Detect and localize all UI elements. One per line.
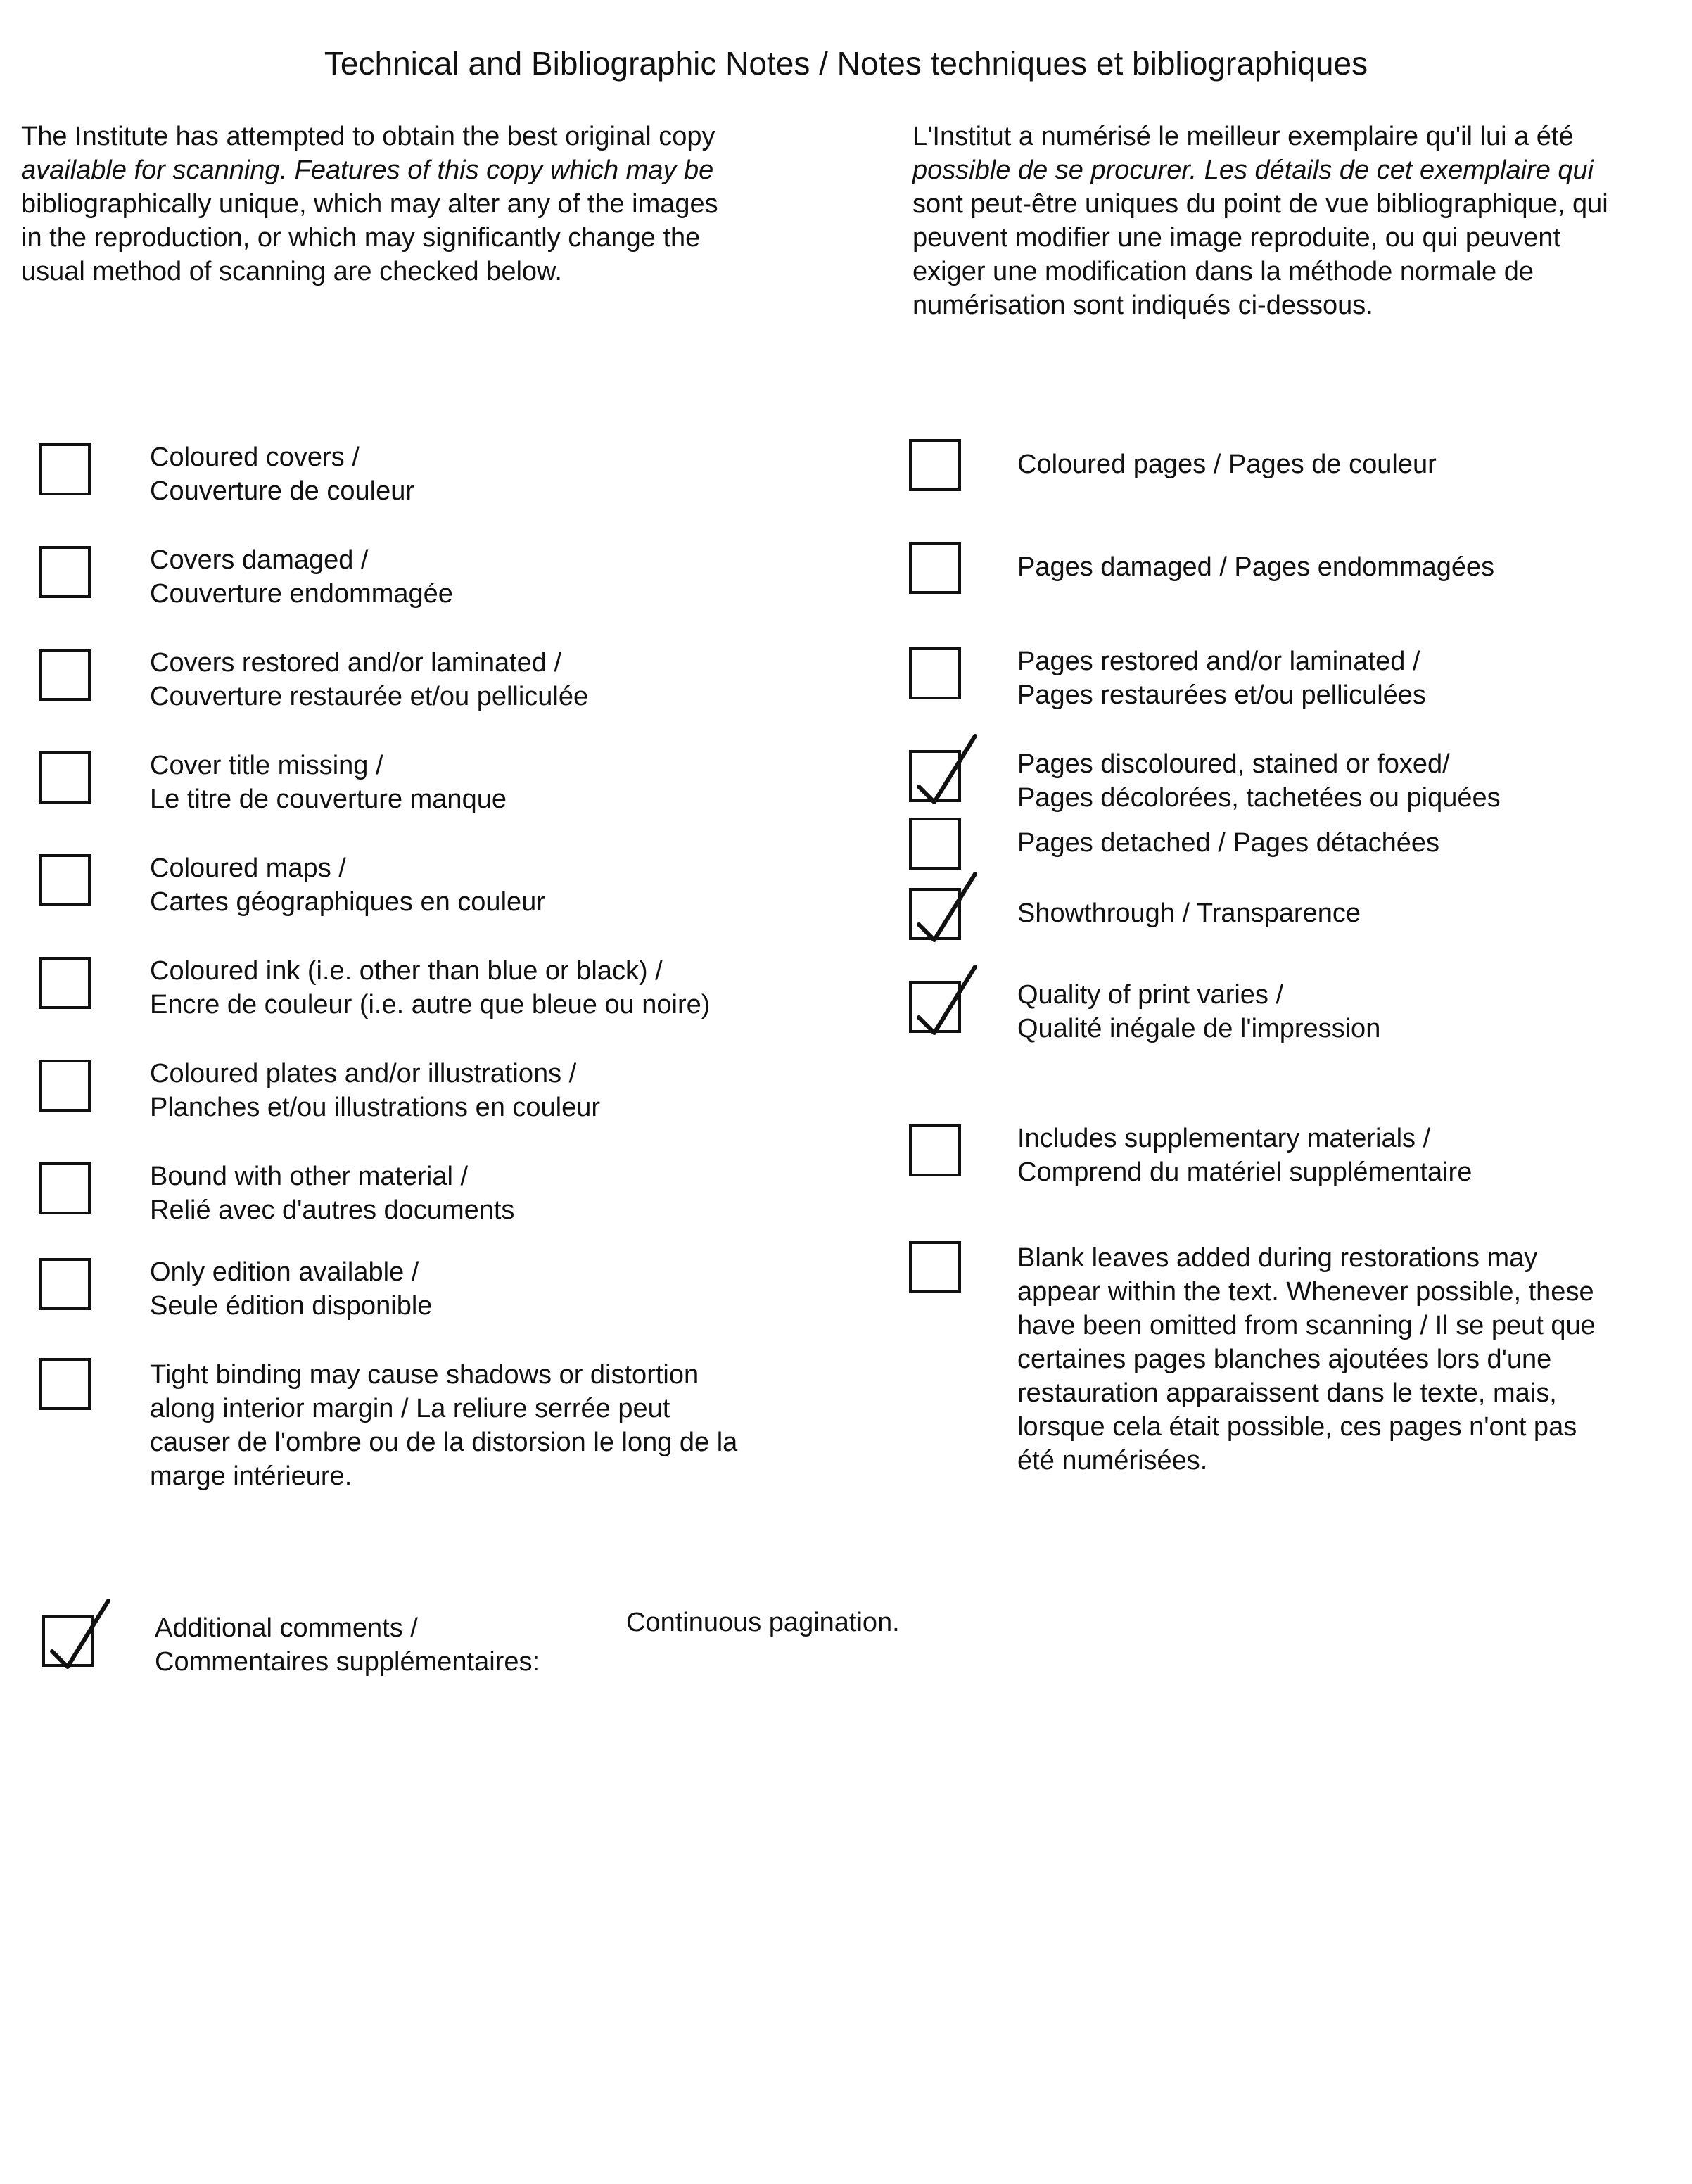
left-checkbox[interactable] [39,957,91,1009]
checkbox-label-line: certaines pages blanches ajoutées lors d'une [1017,1345,1552,1374]
right-checkbox[interactable] [909,981,961,1033]
checkbox-label-line: Includes supplementary materials / [1017,1124,1431,1153]
checkbox-label-line: Coloured maps / [150,853,346,883]
left-checkbox-label [150,1358,737,1493]
left-checkbox-label [150,954,710,1022]
left-checkbox-label [150,1057,600,1124]
right-checkbox[interactable] [909,439,961,491]
checkbox-label-line: Couverture restaurée et/ou pelliculée [150,682,589,711]
checkbox-label-line: Le titre de couverture manque [150,785,507,814]
right-checkbox[interactable] [909,1124,961,1176]
checkbox-label-line: have been omitted from scanning / Il se peut que [1017,1311,1596,1340]
intro-line: bibliographically unique, which may alter any of the images [21,189,718,219]
check-mark-icon [909,870,986,947]
checkbox-label-line: Couverture de couleur [150,476,414,506]
checkbox-label-line: Pages restaurées et/ou pelliculées [1017,680,1426,710]
check-mark-icon [909,963,986,1040]
additional-comments-label [155,1611,540,1679]
right-checkbox[interactable] [909,647,961,699]
checkbox-label-line: Pages detached / Pages détachées [1017,828,1440,858]
intro-line: The Institute has attempted to obtain the best original copy [21,122,715,151]
left-checkbox-label [150,646,588,713]
checkbox-label-line: Encre de couleur (i.e. autre que bleue ou noire) [150,990,711,1020]
left-checkbox-label [150,543,453,611]
checkbox-label-line: Blank leaves added during restorations may [1017,1243,1538,1273]
left-checkbox[interactable] [39,1060,91,1112]
checkbox-label-line: Quality of print varies / [1017,980,1284,1010]
left-checkbox[interactable] [39,1358,91,1410]
intro-line: numérisation sont indiqués ci-dessous. [912,291,1373,320]
checkbox-label-line: marge intérieure. [150,1461,352,1491]
right-checkbox-label [1017,447,1437,481]
check-mark-icon [42,1596,120,1674]
checkbox-label-line: Couverture endommagée [150,579,453,609]
checkbox-label-line: Seule édition disponible [150,1291,433,1321]
left-checkbox[interactable] [39,854,91,906]
right-checkbox[interactable] [909,818,961,870]
right-checkbox-label [1017,1122,1472,1189]
right-checkbox-label [1017,896,1361,930]
intro-french [912,120,1608,322]
checkbox-label-line: Coloured covers / [150,443,360,472]
checkbox-label-line: Covers restored and/or laminated / [150,648,562,678]
left-checkbox-label [150,851,545,919]
right-checkbox-label [1017,826,1439,860]
right-checkbox-label [1017,978,1380,1046]
checkbox-label-line: Pages restored and/or laminated / [1017,647,1420,676]
check-mark-icon [909,732,986,809]
left-checkbox[interactable] [39,546,91,598]
page-title: Technical and Bibliographic Notes / Notes techniques et bibliographiques [324,45,1368,82]
intro-english [21,120,718,288]
checkbox-label-line: lorsque cela était possible, ces pages n'ont pas [1017,1412,1577,1442]
checkbox-label-line: Cover title missing / [150,751,383,780]
checkbox-label-line: along interior margin / La reliure serrée peut [150,1394,670,1423]
right-checkbox-label [1017,645,1426,712]
right-checkbox-label [1017,1241,1596,1478]
checkbox-label-line: Tight binding may cause shadows or distortion [150,1360,699,1390]
left-checkbox-label [150,1255,432,1323]
intro-line: in the reproduction, or which may significantly change the [21,223,701,253]
left-checkbox[interactable] [39,443,91,495]
additional-comments-label-line: Commentaires supplémentaires: [155,1647,540,1677]
intro-line: usual method of scanning are checked below. [21,257,562,286]
left-checkbox[interactable] [39,649,91,701]
left-checkbox[interactable] [39,1162,91,1214]
intro-line: available for scanning. Features of this copy which may be [21,155,714,185]
checkbox-label-line: Pages décolorées, tachetées ou piquées [1017,783,1501,813]
checkbox-label-line: Cartes géographiques en couleur [150,887,545,917]
checkbox-label-line: causer de l'ombre ou de la distorsion le long de la [150,1428,738,1457]
checkbox-label-line: Coloured ink (i.e. other than blue or black) / [150,956,663,986]
left-checkbox[interactable] [39,1258,91,1310]
intro-line: exiger une modification dans la méthode normale de [912,257,1534,286]
intro-line: sont peut-être uniques du point de vue bibliographique, qui [912,189,1608,219]
right-checkbox[interactable] [909,542,961,594]
checkbox-label-line: été numérisées. [1017,1446,1208,1475]
right-checkbox[interactable] [909,1241,961,1293]
checkbox-label-line: appear within the text. Whenever possible, these [1017,1277,1594,1307]
right-checkbox[interactable] [909,888,961,940]
checkbox-label-line: Relié avec d'autres documents [150,1195,515,1225]
checkbox-label-line: Coloured plates and/or illustrations / [150,1059,577,1088]
checkbox-label-line: Showthrough / Transparence [1017,899,1361,928]
checkbox-label-line: Pages discoloured, stained or foxed/ [1017,749,1450,779]
checkbox-label-line: restauration apparaissent dans le texte, mais, [1017,1378,1557,1408]
right-checkbox-label [1017,550,1494,584]
right-checkbox[interactable] [909,750,961,802]
intro-line: L'Institut a numérisé le meilleur exemplaire qu'il lui a été [912,122,1574,151]
checkbox-label-line: Planches et/ou illustrations en couleur [150,1093,601,1122]
left-checkbox[interactable] [39,751,91,804]
left-checkbox-label [150,1160,514,1227]
checkbox-label-line: Pages damaged / Pages endommagées [1017,552,1495,582]
checkbox-label-line: Qualité inégale de l'impression [1017,1014,1381,1043]
checkbox-label-line: Comprend du matériel supplémentaire [1017,1157,1472,1187]
additional-comments-label-line: Additional comments / [155,1613,418,1643]
checkbox-label-line: Covers damaged / [150,545,369,575]
left-checkbox-label [150,440,414,508]
intro-line: peuvent modifier une image reproduite, ou qui peuvent [912,223,1561,253]
checkbox-label-line: Bound with other material / [150,1162,469,1191]
intro-line: possible de se procurer. Les détails de cet exemplaire qui [912,155,1594,185]
additional-comments-value: Continuous pagination. [626,1608,900,1637]
checkbox-label-line: Coloured pages / Pages de couleur [1017,450,1437,479]
right-checkbox-label [1017,747,1501,815]
checkbox-label-line: Only edition available / [150,1257,419,1287]
additional-comments-checkbox[interactable] [42,1615,94,1667]
left-checkbox-label [150,749,507,816]
